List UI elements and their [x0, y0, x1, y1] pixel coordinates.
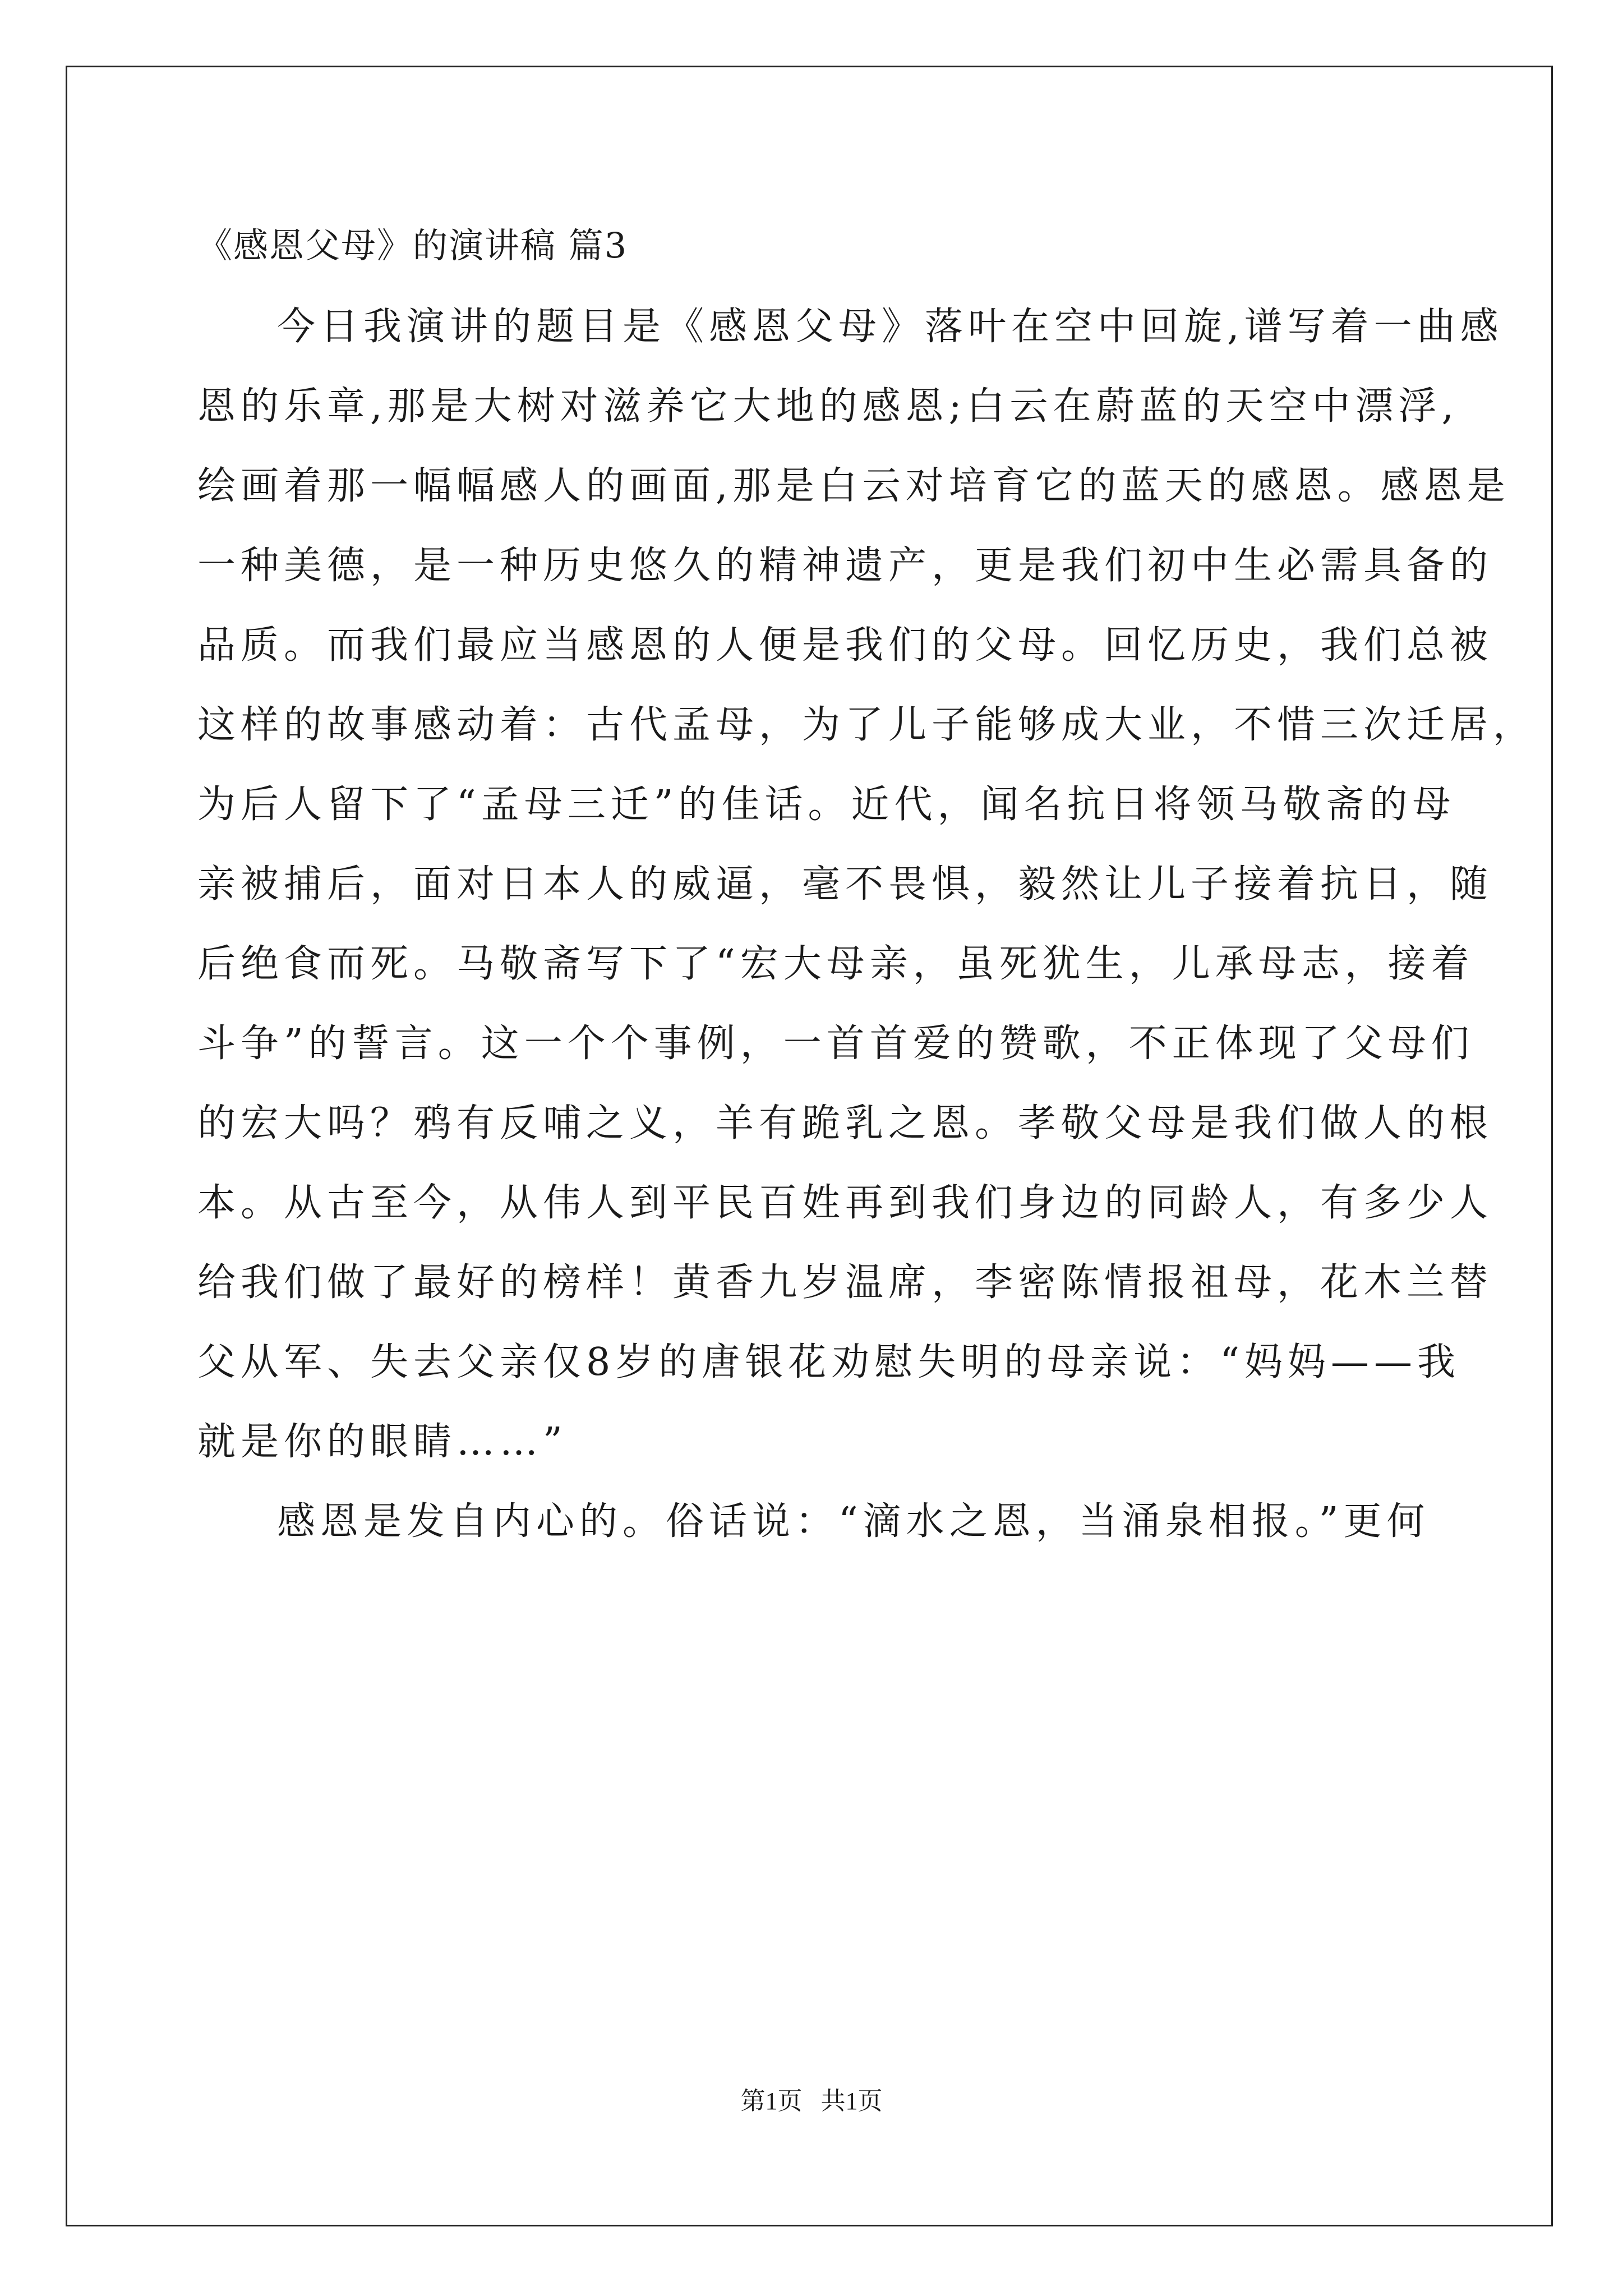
paragraph-1-line: 品质。而我们最应当感恩的人便是我们的父母。回忆历史，我们总被 — [197, 623, 1493, 668]
paragraph-1-line: 为后人留下了“孟母三迁”的佳话。近代，闻名抗日将领马敬斋的母 — [197, 783, 1456, 827]
paragraph-1-line: 这样的故事感动着：古代孟母，为了儿子能够成大业，不惜三次迁居， — [197, 703, 1537, 747]
paragraph-1-line: 今日我演讲的题目是《感恩父母》落叶在空中回旋,谱写着一曲感 — [277, 305, 1504, 349]
paragraph-1-line: 一种美德，是一种历史悠久的精神遗产，更是我们初中生必需具备的 — [197, 544, 1493, 588]
paragraph-1-line: 后绝食而死。马敬斋写下了“宏大母亲，虽死犹生，儿承母志，接着 — [197, 942, 1474, 986]
paragraph-1-line: 斗争”的誓言。这一个个事例，一首首爱的赞歌，不正体现了父母们 — [197, 1022, 1474, 1066]
paragraph-1-line: 就是你的眼睛……” — [197, 1420, 568, 1464]
paragraph-1-line: 给我们做了最好的榜样！黄香九岁温席，李密陈情报祖母，花木兰替 — [197, 1260, 1493, 1305]
document-title: 《感恩父母》的演讲稿 篇3 — [197, 225, 628, 266]
page-number-footer: 第1页 共1页 — [740, 2087, 883, 2115]
paragraph-1-line: 的宏大吗？鸦有反哺之义，羊有跪乳之恩。孝敬父母是我们做人的根 — [197, 1101, 1493, 1145]
paragraph-1-line: 绘画着那一幅幅感人的画面,那是白云对培育它的蓝天的感恩。感恩是 — [197, 464, 1510, 508]
paragraph-1-line: 本。从古至今，从伟人到平民百姓再到我们身边的同龄人，有多少人 — [197, 1181, 1493, 1225]
paragraph-1-line: 父从军、失去父亲仅8岁的唐银花劝慰失明的母亲说：“妈妈——我 — [197, 1340, 1461, 1384]
paragraph-2-line: 感恩是发自内心的。俗话说：“滴水之恩，当涌泉相报。”更何 — [277, 1499, 1430, 1544]
paragraph-1-line: 恩的乐章,那是大树对滋养它大地的感恩;白云在蔚蓝的天空中漂浮, — [197, 384, 1459, 429]
paragraph-1-line: 亲被捕后，面对日本人的威逼，毫不畏惧，毅然让儿子接着抗日，随 — [197, 862, 1493, 907]
